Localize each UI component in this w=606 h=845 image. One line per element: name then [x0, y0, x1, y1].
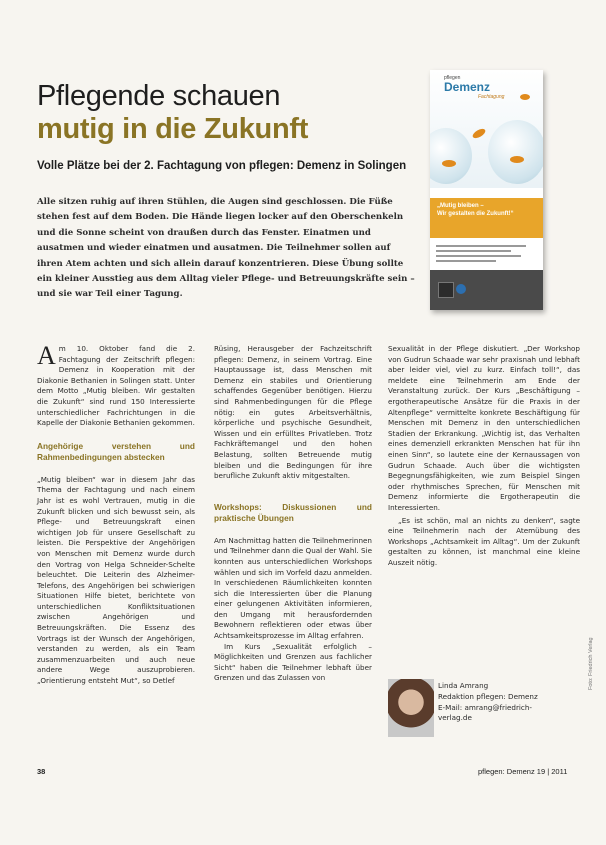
page-number: 38	[37, 767, 46, 776]
author-role: Redaktion pflegen: Demenz	[438, 691, 538, 701]
photo-credit: Foto: Friedrich Verlag	[588, 637, 594, 690]
column-1-paragraph-2: „Mutig bleiben“ war in diesem Jahr das Thema der Fachtagung und nach einem Jahr ist es wohl Vertrauen, mutig in die Zukunft blicken und sich bewusst sein, als Pflege- und Betreuungskraft einen wichtigen Job für unsere Gesellschaft zu leisten. Die Perspektive der Angehörigen von Menschen mit Demenz wurde durch den Vortrag von Helga Schneider-Schelte beleuchtet. Die Leiterin des Alzheimer-Telefons, des Angehörigen bei schwierigen Situationen Hilfe bietet, berichtete von unterschiedlichen Konfliktsituationen zwischen Angehörigen und Betreuungskräften. Die Essenz des Vortrags ist der Wunsch der Angehörigen, verstanden zu werden, als ein Team zusammenzuarbeiten und auch neue andere Wege auszuprobieren. „Orientierung entsteht Mut“, so Detlef	[37, 474, 195, 686]
flyer-brand-small: pflegen	[444, 75, 461, 81]
column-2-paragraph-2: Am Nachmittag hatten die Teilnehmerinnen und Teilnehmer dann die Qual der Wahl. Sie konnten aus unterschiedlichen Workshops wählen und sich im Vorfeld dazu anmelden. In verschiedenen Räumlichkeiten konnten sich die Interessierten über die Planung einer gelungenen Aktivitäten informieren, den Umgang mit herausfordernden Bewohnern reflektieren oder etwas über Achtsamkeitsprozesse im Alltag erfahren.	[214, 535, 372, 641]
author-info	[438, 681, 538, 724]
column-2-paragraph-1: Rüsing, Herausgeber der Fachzeitschrift pflegen: Demenz, in seinem Vortrag. Eine Hauptaussage ist, dass Menschen mit Demenz ein stabiles und Orientierung schaffendes Gegenüber benötigen. Hierzu sind Rahmenbedingungen für die Pflege nötig: ein gutes Arbeitsverhältnis, körperliche und psychische Gesundheit, Wissen und ein erfülltes Privatleben. Trotz Fachkräftemangel und den hohen Belastung, sollten Betreuende mutig bleiben und die Bedingungen für ihre berufliche Zukunft aktiv mitgestalten.	[214, 344, 372, 481]
text-column-2	[214, 344, 372, 684]
journal-footer: pflegen: Demenz 19 | 2011	[478, 767, 568, 776]
author-box	[388, 679, 580, 739]
author-email-cont: verlag.de	[438, 713, 472, 723]
text-column-1	[37, 341, 195, 687]
flyer-band-line-1: „Mutig bleiben –	[437, 203, 484, 209]
column-2-paragraph-3: Im Kurs „Sexualität erfolglich – Möglichkeiten und Grenzen aus fachlicher Sicht“ haben die Teilnehmer lebhaft über Grenzen und das Zulassen von	[214, 641, 372, 683]
headline-line-1: Pflegende schauen	[37, 80, 281, 112]
section-heading-angehoerige: Angehörige verstehen und Rahmenbedingungen abstecken	[37, 440, 195, 462]
headline-line-2: mutig in die Zukunft	[37, 113, 309, 145]
author-name: Linda Amrang	[438, 681, 489, 690]
article-subtitle: Volle Plätze bei der 2. Fachtagung von pflegen: Demenz in Solingen	[37, 160, 407, 172]
flyer-partner-logo-icon	[456, 284, 466, 294]
event-flyer-image	[430, 70, 543, 310]
flyer-band-line-2: Wir gestalten die Zukunft!“	[437, 211, 514, 217]
author-email: E-Mail: amrang@friedrich-	[438, 702, 533, 712]
column-3-paragraph-2: „Es ist schön, mal an nichts zu denken“, sagte eine Teilnehmerin nach der Atemübung des Workshops „Achtsamkeit im Alltag“. Um der Zukunft gestalten zu können, ist manchmal eine kleine Auszeit nötig.	[388, 515, 580, 567]
goldfish-icon	[442, 160, 456, 167]
goldfish-icon	[520, 94, 530, 100]
flyer-brand-sub: Fachtagung	[478, 94, 505, 100]
author-avatar	[388, 679, 434, 737]
drop-cap: A	[37, 341, 56, 370]
column-1-paragraph-1: m 10. Oktober fand die 2. Fachtagung der Zeitschrift pflegen: Demenz in Kooperation mit der Diakonie Bethanien in Solingen statt. Unter dem Motto „Mutig bleiben. Wir gestalten die Zukunft“ sind rund 150 Interessierte unterschiedlicher Fachrichtungen in die Kapelle der Diakonie Bethanien gekommen.	[37, 344, 195, 428]
column-3-paragraph-1: Sexualität in der Pflege diskutiert. „Der Workshop von Gudrun Schaade war sehr praxisnah und lebhaft aber leider viel, viel zu kurz. Einfach toll!“, das meldete eine Teilnehmerin am Ende der Veranstaltung zurück. Der Kurs „Beschäftigung – ergotherapeutische Ansätze für die Praxis in der Altenpflege“ vermittelte konkrete Beschäftigung für Menschen mit Demenz in den unterschiedlichen Stadien der Erkrankung. „Wichtig ist, das Verhalten eines demenziell erkrankten Menschen hat für ihn einen Sinn“, so lautete eine der Kernaussagen von Gudrun Schaade. Auch über die wichtigsten Begegnungsfähigkeiten, wie zum Beispiel Singen oder rhythmisches Sprechen, für Menschen mit Demenz informierte die Ergotherapeutin die Interessierten.	[388, 344, 580, 512]
flyer-logo-icon	[438, 282, 454, 298]
lead-paragraph: Alle sitzen ruhig auf ihren Stühlen, die Augen sind geschlossen. Die Füße stehen fest auf dem Boden. Die Hände liegen locker auf den Oberschenkeln und die Sonne scheint von draußen durch das Fenster. Einatmen und ausatmen und wieder einatmen und ausatmen. Die Teilnehmer sollen auf ihren Atem achten und sich allein darauf konzentrieren. Diese Übung sollte ein kleiner Ausstieg aus dem Alltag vieler Pflege- und Betreuungskräfte sein – und sie war Teil einer Tagung.	[37, 197, 415, 300]
section-heading-workshops: Workshops: Diskussionen und praktische Übungen	[214, 501, 372, 523]
flyer-text-lines	[436, 242, 536, 265]
goldfish-icon	[510, 156, 524, 163]
fishbowl-right	[488, 120, 543, 184]
text-column-3	[388, 344, 580, 568]
flyer-brand: Demenz	[444, 80, 491, 94]
